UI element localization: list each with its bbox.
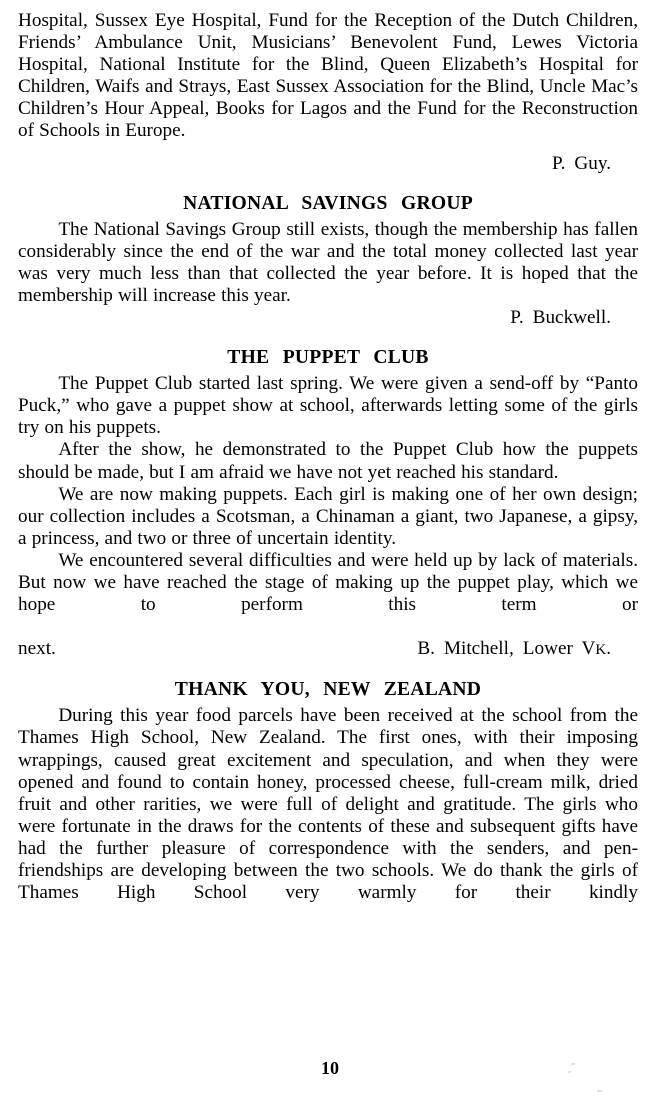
page-text-block	[18, 10, 638, 926]
attribution-p-buckwell: P. Buckwell.	[510, 307, 611, 329]
byline-suffix: .	[606, 638, 611, 660]
page-number: 10	[321, 1058, 339, 1078]
spacer	[18, 143, 638, 153]
spacer	[18, 175, 638, 193]
paragraph-puppet-club-final-word: next.	[18, 638, 56, 660]
paragraph-puppet-club-4: We encountered several difficulties and were held up by lack of materials. But now we have reached the stage of making up the puppet play, which we hope to perform this term or	[18, 549, 638, 616]
byline-b-mitchell	[417, 638, 638, 661]
scan-speckle	[597, 1090, 602, 1092]
paragraph-charities-continued: Hospital, Sussex Eye Hospital, Fund for the Reception of the Dutch Children, Friends’ Ambulance Unit, Musicians’ Benevolent Fund, Lewes Victoria Hospital, National Institute for the Blind, Queen Elizabeth’s Hospital for Children, Waifs and Strays, East Sussex Association for the Blind, Uncle Mac’s Children’s Hour Appeal, Books for Lagos and the Fund for the Reconstruction of Schools in Europe.	[18, 10, 638, 142]
paragraph-thank-you-new-zealand: During this year food parcels have been received at the school from the Thames High School, New Zealand. The first ones, with their imposing wrappings, caused great excitement and speculation, and when they were opened and found to contain honey, processed cheese, full-cream milk, dried fruit and other rarities, we were full of delight and gratitude. The girls who were fortunate in the draws for the contents of these and subsequent gifts have had the further pleasure of correspondence with the senders, and pen-friendships are developing between the two schools. We do thank the girls of Thames High School very warmly for their kindly	[18, 705, 638, 904]
puppet-club-byline-row	[18, 638, 638, 661]
section-heading-thank-you-new-zealand: THANK YOU, NEW ZEALAND	[174, 679, 482, 701]
section-heading-the-puppet-club: THE PUPPET CLUB	[227, 347, 429, 369]
paragraph-puppet-club-1: The Puppet Club started last spring. We were given a send-off by “Panto Puck,” who gave a puppet show at school, afterwards letting some of the girls try on his puppets.	[18, 373, 638, 439]
byline-form-smallcap: K	[595, 642, 607, 659]
paragraph-national-savings-group: The National Savings Group still exists, though the membership has fallen considerably since the end of the war and the total money collected last year was very much less than that collected the year before. It is hoped that the membership will increase this year.	[18, 218, 638, 306]
attribution-p-guy: P. Guy.	[552, 152, 611, 174]
scan-speckle	[568, 1071, 571, 1073]
paragraph-puppet-club-3: We are now making puppets. Each girl is making one of her own design; our collection includes a Scotsman, a Chinaman a giant, two Japanese, a gipsy, a princess, and two or three of uncertain identity.	[18, 483, 638, 549]
spacer	[18, 661, 638, 679]
section-heading-national-savings-group: NATIONAL SAVINGS GROUP	[183, 192, 473, 214]
paragraph-puppet-club-2: After the show, he demonstrated to the Puppet Club how the puppets should be made, but I am afraid we have not yet reached his standard.	[18, 439, 638, 483]
spacer	[18, 329, 638, 347]
scan-speckle	[571, 1063, 575, 1065]
byline-name: B. Mitchell, Lower V	[417, 638, 596, 660]
